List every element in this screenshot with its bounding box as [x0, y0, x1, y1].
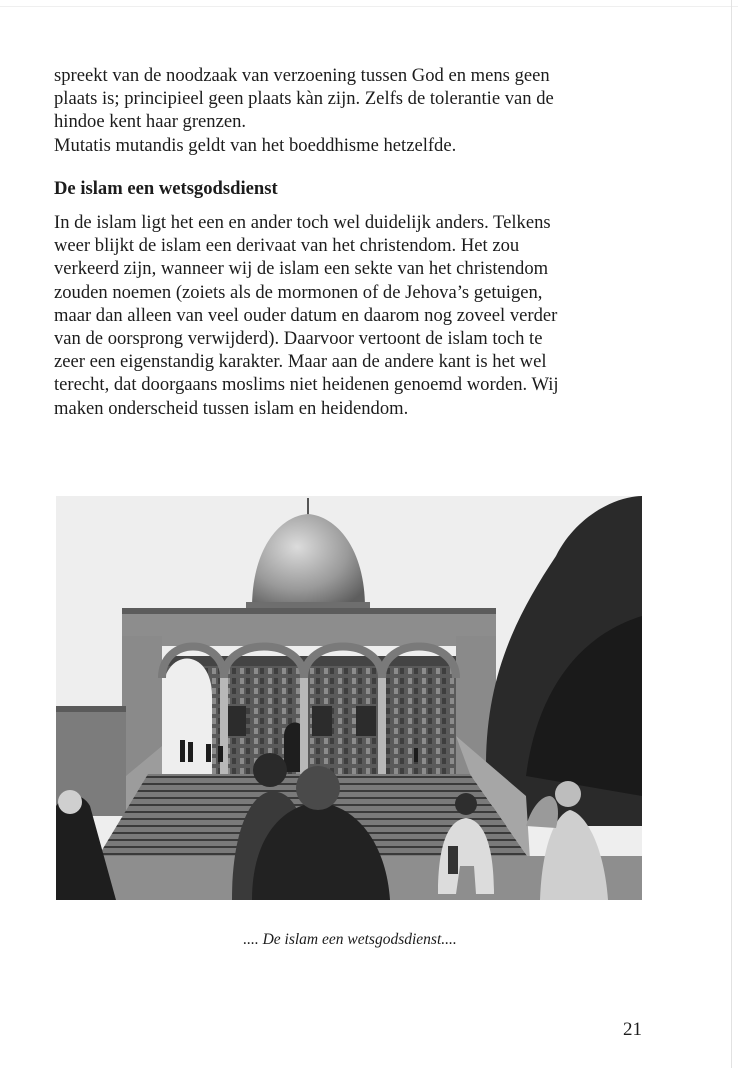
body-line: maar dan alleen van veel ouder datum en daarom nog zoveel verder	[54, 304, 558, 326]
body-line: zeer een eigenstandig karakter. Maar aan de andere kant is het wel	[54, 351, 547, 373]
body-line: maken onderscheid tussen islam en heidendom.	[54, 397, 409, 419]
body-paragraph	[54, 211, 644, 420]
section-heading: De islam een wetsgodsdienst	[54, 178, 278, 199]
page-top-edge	[0, 6, 738, 7]
body-line: van de oorsprong verwijderd). Daarvoor vertoont de islam toch te	[54, 328, 543, 350]
body-line: zouden noemen (zoiets als de mormonen of de Jehova’s getuigen,	[54, 281, 543, 303]
page-right-edge	[731, 0, 732, 1068]
dome-of-the-rock-photo	[56, 496, 642, 900]
intro-line: spreekt van de noodzaak van verzoening tussen God en mens geen	[54, 65, 550, 86]
intro-closing-line: Mutatis mutandis geldt van het boeddhisme hetzelfde.	[54, 134, 457, 156]
arcade-entablature	[122, 612, 496, 646]
body-line: terecht, dat doorgaans moslims niet heidenen genoemd worden. Wij	[54, 374, 559, 396]
intro-paragraph	[54, 64, 644, 157]
body-line: weer blijkt de islam een derivaat van het christendom. Het zou	[54, 235, 520, 257]
body-line: verkeerd zijn, wanneer wij de islam een sekte van het christendom	[54, 258, 549, 280]
page-number: 21	[623, 1019, 642, 1040]
body-line: In de islam ligt het een en ander toch wel duidelijk anders. Telkens	[54, 212, 551, 233]
photo-caption: .... De islam een wetsgodsdienst....	[243, 931, 457, 948]
intro-line: hindoe kent haar grenzen.	[54, 111, 247, 133]
intro-line: plaats is; principieel geen plaats kàn zijn. Zelfs de tolerantie van de	[54, 88, 554, 110]
